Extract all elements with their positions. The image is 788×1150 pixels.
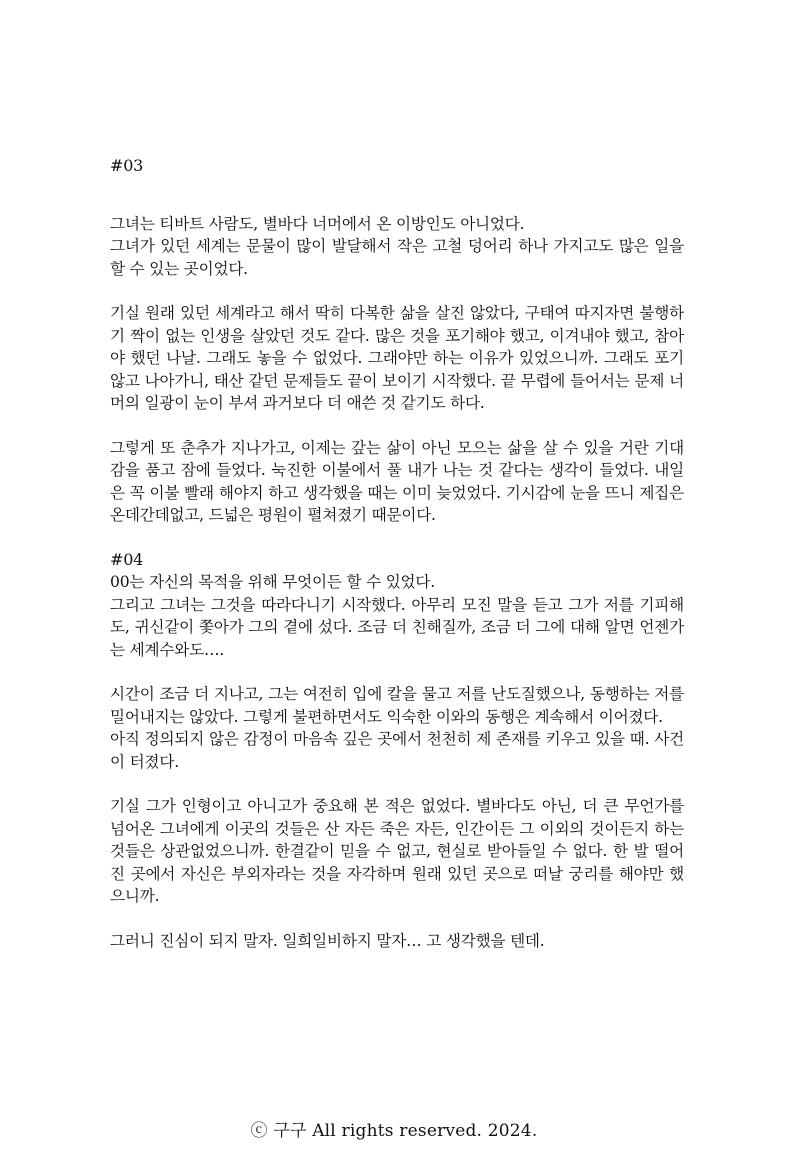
paragraph: 00는 자신의 목적을 위해 무엇이든 할 수 있었다.: [110, 573, 436, 591]
section-heading-03: #03: [110, 156, 144, 175]
paragraph: 아직 정의되지 않은 감정이 마음속 깊은 곳에서 천천히 제 존재를 키우고 있을 때. 사건이 터졌다.: [110, 730, 684, 771]
paragraph: 그녀는 티바트 사람도, 별바다 너머에서 온 이방인도 아니었다.: [110, 214, 525, 233]
paragraph: 시간이 조금 더 지나고, 그는 여전히 입에 칼을 물고 저를 난도질했으나, 동행하는 저를 밀어내지는 않았다. 그렇게 불편하면서도 익숙한 이와의 동행은 계속해서 이어졌다.: [110, 685, 684, 726]
paragraph: 기실 원래 있던 세계라고 해서 딱히 다복한 삶을 살진 않았다, 구태여 따지자면 불행하기 짝이 없는 인생을 살았던 것도 같다. 많은 것을 포기해야 했고, 이겨내야 했고, 참아야 했던 나날. 그래도 놓을 수 없었다. 그래야만 하는 이유가 있었으니까. 그래도 포기 않고 나아가니, 태산 같던 문제들도 끝이 보이기 시작했다. 끝 무렵에 들어서는 문제 너머의 일광이 눈이 부셔 과거보다 더 애쓴 것 같기도 하다.: [110, 304, 684, 412]
copyright-footer: ⓒ 구구 All rights reserved. 2024.: [250, 1121, 538, 1141]
section-heading-04: #04: [110, 549, 144, 569]
paragraph: 기실 그가 인형이고 아니고가 중요해 본 적은 없었다. 별바다도 아닌, 더 큰 무언가를 넘어온 그녀에게 이곳의 것들은 산 자든 죽은 자든, 인간이든 그 이외의 것이든지 하는 것들은 상관없었으니까. 한결같이 믿을 수 없고, 현실로 받아들일 수 없다. 한 발 떨어진 곳에서 자신은 부외자라는 것을 자각하며 원래 있던 곳으로 떠날 궁리를 해야만 했으니까.: [110, 797, 684, 905]
paragraph: 그리고 그녀는 그것을 따라다니기 시작했다. 아무리 모진 말을 듣고 그가 저를 기피해도, 귀신같이 쫓아가 그의 곁에 섰다. 조금 더 친해질까, 조금 더 그에 대해 알면 언젠가는 세계수와도….: [110, 595, 684, 659]
paragraph: 그러니 진심이 되지 말자. 일희일비하지 말자… 고 생각했을 텐데.: [110, 931, 545, 950]
paragraph: 그녀가 있던 세계는 문물이 많이 발달해서 작은 고철 덩어리 하나 가지고도 많은 일을 할 수 있는 곳이었다.: [110, 237, 684, 278]
paragraph: 그렇게 또 춘추가 지나가고, 이제는 갚는 삶이 아닌 모으는 삶을 살 수 있을 거란 기대감을 품고 잠에 들었다. 눅진한 이불에서 풀 내가 나는 것 같다는 생각이 들었다. 내일은 꼭 이불 빨래 해야지 하고 생각했을 때는 이미 늦었었다. 기시감에 눈을 뜨니 제집은 온데간데없고, 드넓은 평원이 펼쳐졌기 때문이다.: [110, 438, 684, 524]
document-body: [110, 155, 684, 952]
